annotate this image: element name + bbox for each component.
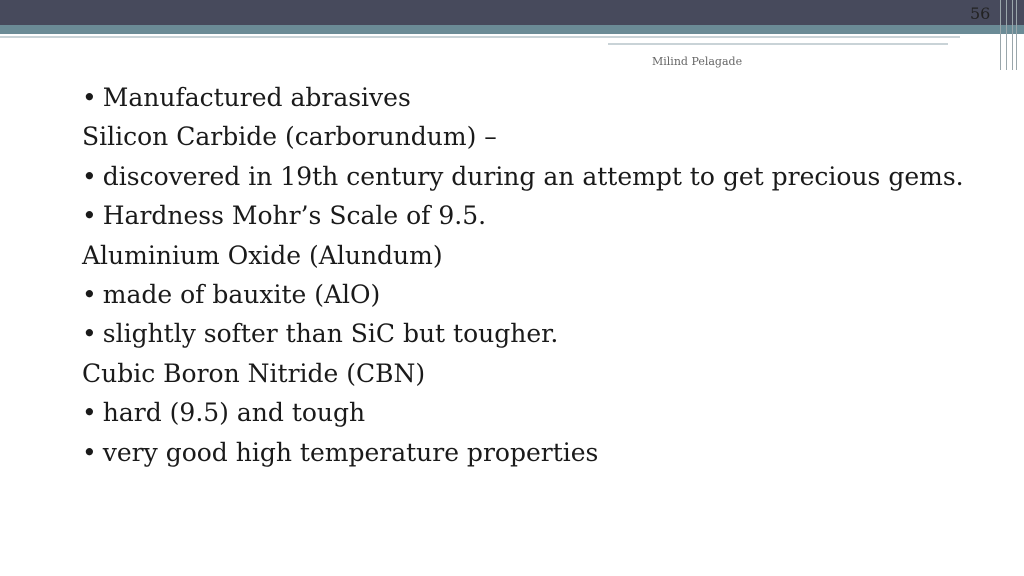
bullet-line: • slightly softer than SiC but tougher. bbox=[82, 319, 559, 349]
bullet-line: • made of bauxite (AlO) bbox=[82, 280, 381, 310]
title-divider bbox=[608, 43, 948, 45]
bullet-line: • Hardness Mohr’s Scale of 9.5. bbox=[82, 201, 487, 231]
header-bar bbox=[0, 0, 1024, 25]
bullet-line: • Manufactured abrasives bbox=[82, 83, 411, 112]
header-divider bbox=[0, 36, 960, 38]
bullet-icon: • bbox=[82, 398, 97, 428]
slide-body bbox=[82, 78, 1012, 472]
bullet-icon: • bbox=[82, 437, 97, 467]
header-accent-bar bbox=[0, 25, 1024, 34]
bullet-icon: • bbox=[82, 161, 97, 191]
author-name: Milind Pelagade bbox=[652, 55, 743, 68]
page-number: 56 bbox=[970, 4, 991, 23]
bullet-line: • hard (9.5) and tough bbox=[82, 398, 366, 428]
bullet-line: • very good high temperature properties bbox=[82, 437, 599, 467]
bullet-line: • discovered in 19th century during an attempt to get precious gems. bbox=[82, 161, 964, 191]
bullet-icon: • bbox=[82, 83, 97, 112]
heading-line: Cubic Boron Nitride (CBN) bbox=[82, 358, 426, 388]
bullet-icon: • bbox=[82, 280, 97, 310]
bullet-icon: • bbox=[82, 319, 97, 349]
corner-decoration bbox=[992, 0, 1024, 70]
heading-line: Aluminium Oxide (Alundum) bbox=[82, 240, 443, 270]
heading-line: Silicon Carbide (carborundum) – bbox=[82, 122, 497, 152]
bullet-icon: • bbox=[82, 201, 97, 231]
